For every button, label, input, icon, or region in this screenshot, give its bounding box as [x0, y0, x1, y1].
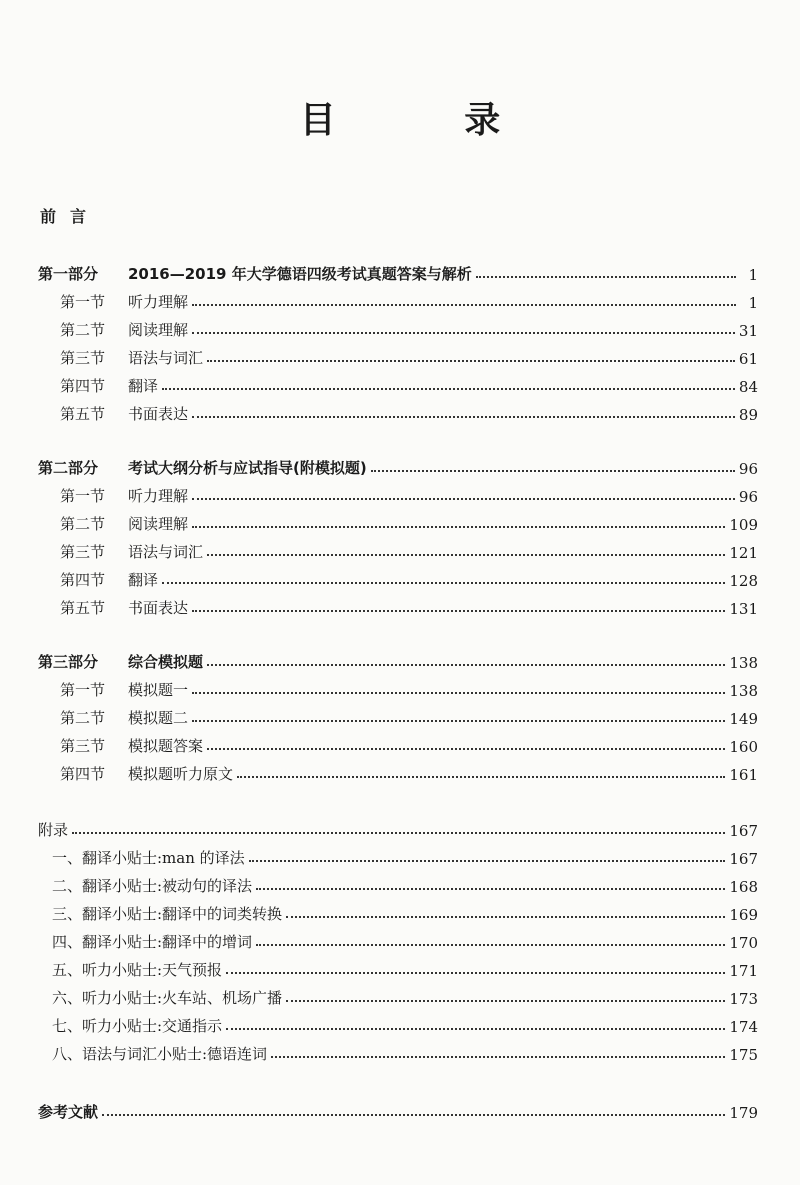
- section-title: 模拟题一: [128, 681, 189, 699]
- leader-dots: [192, 720, 725, 722]
- toc-section[interactable]: [60, 480, 758, 506]
- section-title: 模拟题答案: [128, 737, 204, 755]
- leader-dots: [207, 748, 725, 750]
- appendix-title: 附录: [38, 821, 69, 839]
- section-label: 第四节: [60, 377, 106, 395]
- section-title: 语法与词汇: [128, 543, 204, 561]
- section-label: 第五节: [60, 405, 106, 423]
- leader-dots: [371, 470, 735, 472]
- leader-dots: [102, 1114, 725, 1116]
- preface-entry[interactable]: 前言: [40, 207, 101, 226]
- page-number: 161: [729, 766, 758, 784]
- leader-dots: [249, 860, 726, 862]
- leader-dots: [192, 498, 735, 500]
- section-title: 听力理解: [128, 487, 189, 505]
- leader-dots: [271, 1056, 725, 1058]
- page-number: 171: [729, 962, 758, 980]
- toc-appendix-item[interactable]: [52, 954, 758, 980]
- section-label: 第四节: [60, 765, 106, 783]
- toc-section[interactable]: [60, 702, 758, 728]
- page-number: 1: [748, 266, 758, 284]
- page-number: 96: [738, 488, 758, 506]
- appendix-item-title: 四、翻译小贴士:翻译中的增词: [52, 933, 253, 951]
- page-number: 168: [729, 878, 758, 896]
- toc-references[interactable]: [38, 1096, 758, 1122]
- page-number: 179: [729, 1104, 758, 1122]
- page-number: 89: [738, 406, 758, 424]
- toc-section[interactable]: [60, 564, 758, 590]
- leader-dots: [192, 610, 725, 612]
- leader-dots: [162, 582, 725, 584]
- leader-dots: [192, 526, 725, 528]
- toc-section[interactable]: [60, 674, 758, 700]
- leader-dots: [237, 776, 725, 778]
- page-number: 170: [729, 934, 758, 952]
- section-title: 语法与词汇: [128, 349, 204, 367]
- leader-dots: [192, 416, 735, 418]
- section-title: 书面表达: [128, 599, 189, 617]
- leader-dots: [256, 944, 725, 946]
- toc-appendix-item[interactable]: [52, 898, 758, 924]
- page-number: 61: [738, 350, 758, 368]
- appendix-item-title: 二、翻译小贴士:被动句的译法: [52, 877, 253, 895]
- section-title: 模拟题二: [128, 709, 189, 727]
- section-title: 翻译: [128, 377, 159, 395]
- leader-dots: [226, 1028, 725, 1030]
- toc-appendix-item[interactable]: [52, 982, 758, 1008]
- section-label: 第一节: [60, 681, 106, 699]
- page-number: 138: [729, 682, 758, 700]
- appendix-item-title: 六、听力小贴士:火车站、机场广播: [52, 989, 283, 1007]
- page-number: 167: [729, 822, 758, 840]
- toc-appendix[interactable]: [38, 814, 758, 840]
- toc-section[interactable]: [60, 398, 758, 424]
- page-number: 175: [729, 1046, 758, 1064]
- section-title: 阅读理解: [128, 321, 189, 339]
- leader-dots: [207, 554, 725, 556]
- part-title: 2016—2019 年大学德语四级考试真题答案与解析: [128, 265, 472, 283]
- section-title: 书面表达: [128, 405, 189, 423]
- section-label: 第三节: [60, 349, 106, 367]
- leader-dots: [192, 332, 735, 334]
- page-number: 84: [738, 378, 758, 396]
- leader-dots: [192, 304, 736, 306]
- section-label: 第二节: [60, 515, 106, 533]
- part-label: 第二部分: [38, 459, 99, 477]
- section-title: 听力理解: [128, 293, 189, 311]
- page-number: 169: [729, 906, 758, 924]
- leader-dots: [476, 276, 736, 278]
- page-number: 138: [729, 654, 758, 672]
- appendix-item-title: 七、听力小贴士:交通指示: [52, 1017, 223, 1035]
- leader-dots: [207, 360, 735, 362]
- page-number: 174: [729, 1018, 758, 1036]
- toc-section[interactable]: [60, 370, 758, 396]
- appendix-item-title: 八、语法与词汇小贴士:德语连词: [52, 1045, 268, 1063]
- page-number: 96: [738, 460, 758, 478]
- appendix-item-title: 一、翻译小贴士:man 的译法: [52, 849, 245, 867]
- page-number: 1: [748, 294, 758, 312]
- toc-appendix-item[interactable]: [52, 1010, 758, 1036]
- leader-dots: [162, 388, 735, 390]
- leader-dots: [226, 972, 725, 974]
- page-number: 128: [729, 572, 758, 590]
- part-label: 第一部分: [38, 265, 99, 283]
- page-title: 目 录: [299, 100, 559, 141]
- toc-section[interactable]: [60, 286, 758, 312]
- toc-section[interactable]: [60, 508, 758, 534]
- part-title: 考试大纲分析与应试指导(附模拟题): [128, 459, 367, 477]
- page-number: 160: [729, 738, 758, 756]
- leader-dots: [207, 664, 725, 666]
- section-label: 第二节: [60, 709, 106, 727]
- section-title: 模拟题听力原文: [128, 765, 234, 783]
- toc-section[interactable]: [60, 592, 758, 618]
- page-number: 121: [729, 544, 758, 562]
- toc-part-2[interactable]: [38, 452, 758, 478]
- leader-dots: [286, 1000, 725, 1002]
- references-title: 参考文献: [38, 1103, 99, 1121]
- leader-dots: [256, 888, 725, 890]
- toc-section[interactable]: [60, 536, 758, 562]
- toc-section[interactable]: [60, 758, 758, 784]
- section-label: 第三节: [60, 543, 106, 561]
- part-label: 第三部分: [38, 653, 99, 671]
- leader-dots: [286, 916, 725, 918]
- appendix-item-title: 三、翻译小贴士:翻译中的词类转换: [52, 905, 283, 923]
- toc-section[interactable]: [60, 342, 758, 368]
- section-title: 翻译: [128, 571, 159, 589]
- section-label: 第二节: [60, 321, 106, 339]
- part-title: 综合模拟题: [128, 653, 204, 671]
- page-number: 31: [738, 322, 758, 340]
- toc-part-1[interactable]: [38, 258, 758, 284]
- page-number: 131: [729, 600, 758, 618]
- toc-appendix-item[interactable]: [52, 1038, 758, 1064]
- toc-appendix-item[interactable]: [52, 842, 758, 868]
- page-number: 167: [729, 850, 758, 868]
- leader-dots: [192, 692, 725, 694]
- section-label: 第一节: [60, 487, 106, 505]
- appendix-item-title: 五、听力小贴士:天气预报: [52, 961, 223, 979]
- section-label: 第五节: [60, 599, 106, 617]
- section-title: 阅读理解: [128, 515, 189, 533]
- section-label: 第一节: [60, 293, 106, 311]
- leader-dots: [72, 832, 725, 834]
- section-label: 第四节: [60, 571, 106, 589]
- toc-part-3[interactable]: [38, 646, 758, 672]
- toc-appendix-item[interactable]: [52, 926, 758, 952]
- toc-section[interactable]: [60, 314, 758, 340]
- page-number: 173: [729, 990, 758, 1008]
- toc-appendix-item[interactable]: [52, 870, 758, 896]
- page-number: 109: [729, 516, 758, 534]
- section-label: 第三节: [60, 737, 106, 755]
- toc-section[interactable]: [60, 730, 758, 756]
- page-number: 149: [729, 710, 758, 728]
